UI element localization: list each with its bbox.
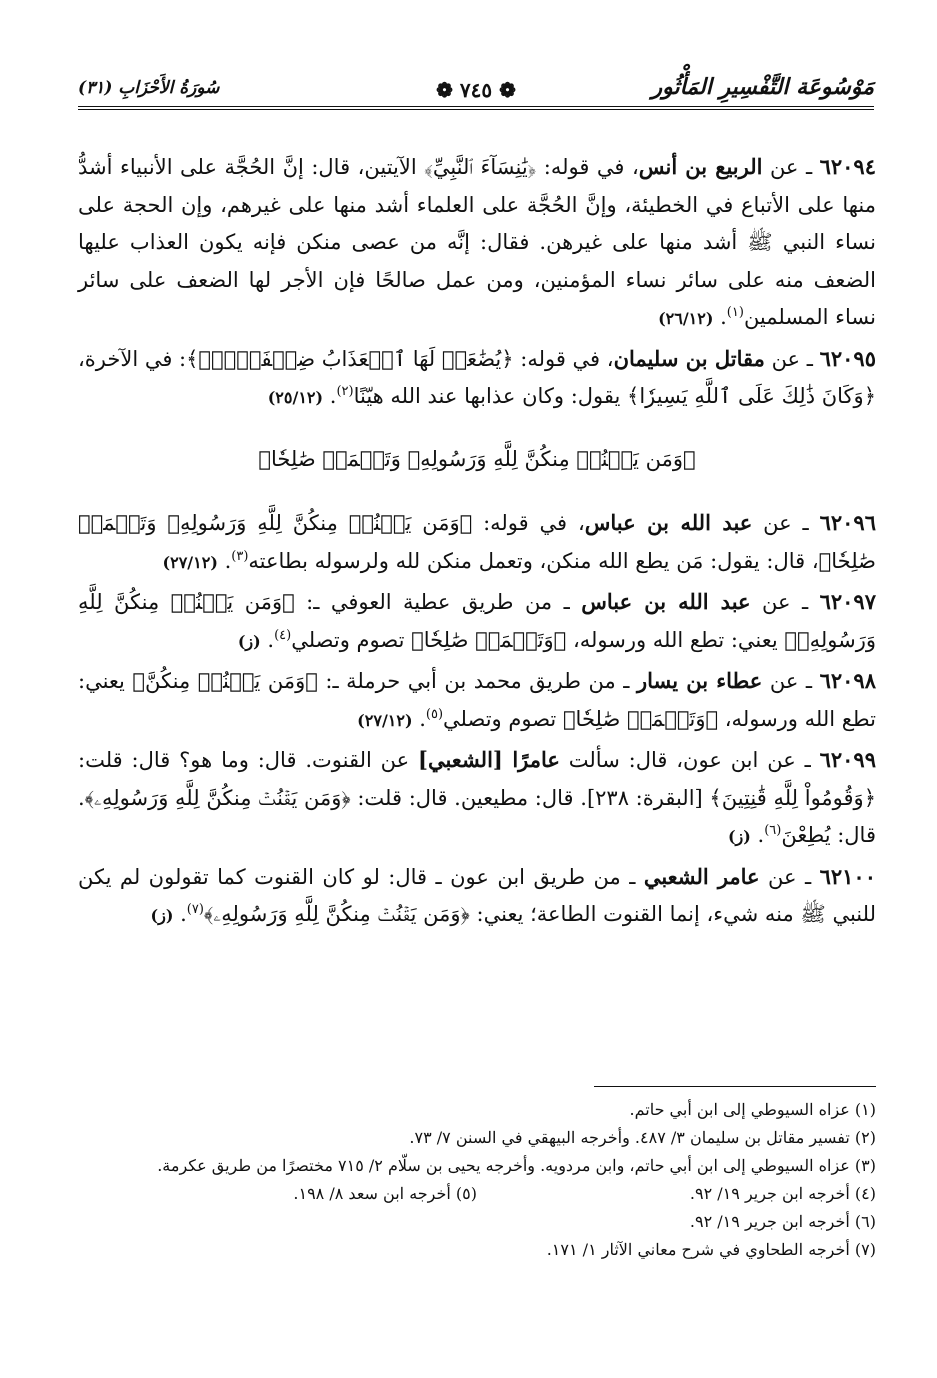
narrator-name: عبد الله بن عباس bbox=[581, 589, 751, 614]
report-number: ٦٢٠٩٦ bbox=[819, 510, 876, 535]
report-number: ٦٢٠٩٥ bbox=[819, 345, 876, 371]
volume-reference: (٢٧/١٢) bbox=[357, 710, 413, 730]
volume-reference: (٢٦/١٢) bbox=[658, 309, 714, 328]
volume-reference: (ز) bbox=[727, 827, 751, 846]
surah-name: سُورَةُ الأَحْزَابِ (٣١) bbox=[78, 78, 220, 98]
paragraph: ٦٢٠٩٤ ـ عن الربيع بن أنس، في قوله: ﴿يَٰنِسَآءَ ٱلنَّبِيِّ﴾ الآيتين، قال: إنَّ الحُجَّة على الأنبياء أشدُّ منها على الأتباع في الخطيئة، وإنَّ الحُجَّة على العلماء أشد منها على غيرهم، وإن الحجة على نساء النبي ﷺ أشد منها على غيرهن. فقال: إنَّه من عصى منكن فإنه يكون العذاب عليها الضعف منه على سائر نساء المؤمنين، ومن عمل صالحًا فإن الأجر لها الضعف على سائر نساء المسلمين$^{(١)}$. (٢٦/١٢) bbox=[78, 154, 876, 329]
paragraph: ٦٢٠٩٩ ـ عن ابن عون، قال: سألت عامرًا [الشعبي] عن القنوت. قال: وما هو؟ قال: قلت: ﴿وَقُومُواْ لِلَّهِ قَٰنِتِينَ﴾ [البقرة: ٢٣٨]. قال: مطيعين. قال: قلت: ﴿وَمَن يَقۡنُتۡ مِنكُنَّ لِلَّهِ وَرَسُولِهِۦ﴾. قال: يُطِعْنَ$^{(٦)}$. (ز) bbox=[78, 747, 877, 847]
footnotes bbox=[78, 1086, 876, 1264]
volume-reference: (٢٧/١٢) bbox=[162, 552, 218, 572]
footnote-marker: (١) bbox=[726, 305, 744, 320]
page-number: ❁ ٧٤٥ ❁ bbox=[428, 78, 524, 102]
paragraph-text: ـ من طريق ابن عون ـ قال: لو كان القنوت كما تقولون لم يكن للنبي ﷺ منه شيء، إنما القنوت الطاعة؛ يعني: ﴿وَمَن يَقۡنُتۡ مِنكُنَّ لِلَّهِ وَرَسُولِهِۦ﴾ bbox=[78, 864, 876, 926]
paragraph: ٦٢٠٩٧ ـ عن عبد الله بن عباس ـ من طريق عطية العوفي ـ: ﴿وَمَن يَقۡنُتۡ مِنكُنَّ لِلَّهِ وَرَسُولِهِۦ﴾ يعني: تطع الله ورسوله، ﴿وَتَعۡمَلۡ صَٰلِحٗا﴾ تصوم وتصلي$^{(٤)}$. (ز) bbox=[78, 589, 876, 652]
footnote-marker: (٦) bbox=[764, 823, 782, 838]
paragraph-text: عن القنوت. قال: وما هو؟ قال: قلت: ﴿وَقُومُواْ لِلَّهِ قَٰنِتِينَ﴾ [البقرة: ٢٣٨]. قال: مطيعين. قال: قلت: ﴿وَمَن يَقۡنُتۡ مِنكُنَّ لِلَّهِ وَرَسُولِهِۦ﴾. قال: يُطِعْنَ bbox=[78, 748, 877, 847]
volume-reference: (ز) bbox=[150, 906, 174, 925]
narrator-name: عطاء بن يسار bbox=[636, 668, 763, 693]
page-header bbox=[78, 74, 874, 116]
paragraph: ٦٢٠٩٨ ـ عن عطاء بن يسار ـ من طريق محمد بن أبي حرملة ـ: ﴿وَمَن يَقۡنُتۡ مِنكُنَّ﴾ يعني: تطع الله ورسوله، ﴿وَتَعۡمَلۡ صَٰلِحٗا﴾ تصوم وتصلي$^{(٥)}$. (٢٧/١٢) bbox=[78, 668, 876, 731]
report-number: ٦٢١٠٠ bbox=[819, 863, 876, 889]
footnote: (٣) عزاه السيوطي إلى ابن أبي حاتم، وابن مردويه. وأخرجه يحيى بن سلّام ٢/ ٧١٥ مختصرًا من طريق عكرمة. bbox=[157, 1156, 876, 1175]
footnote-marker: (٣) bbox=[231, 548, 249, 564]
footnote-row bbox=[78, 1180, 876, 1208]
verse-heading: ﴿وَمَن يَقۡنُتۡ مِنكُنَّ لِلَّهِ وَرَسُولِهِۦ وَتَعۡمَلۡ صَٰلِحٗا﴾ bbox=[258, 446, 696, 471]
report-number: ٦٢٠٩٤ bbox=[819, 154, 876, 179]
report-number: ٦٢٠٩٩ bbox=[819, 747, 876, 772]
paragraph-text: ، في قوله: ﴿وَمَن يَقۡنُتۡ مِنكُنَّ لِلَّهِ وَرَسُولِهِۦ وَتَعۡمَلۡ صَٰلِحٗا﴾، قال: يقول: مَن يطع الله منكن، وتعمل منكن لله ولرسوله بطاعته bbox=[78, 511, 876, 573]
narrator-name: مقاتل بن سليمان bbox=[613, 345, 765, 371]
footnote-marker: (٧) bbox=[186, 902, 204, 917]
footnote: (٥) أخرجه ابن سعد ٨/ ١٩٨. bbox=[293, 1184, 477, 1203]
report-number: ٦٢٠٩٧ bbox=[819, 589, 876, 614]
volume-reference: (ز) bbox=[237, 631, 261, 651]
paragraph: ٦٢١٠٠ ـ عن عامر الشعبي ـ من طريق ابن عون ـ قال: لو كان القنوت كما تقولون لم يكن للنبي ﷺ منه شيء، إنما القنوت الطاعة؛ يعني: ﴿وَمَن يَقۡنُتۡ مِنكُنَّ لِلَّهِ وَرَسُولِهِۦ﴾$^{(٧)}$. (ز) bbox=[78, 863, 876, 926]
footnote: (١) عزاه السيوطي إلى ابن أبي حاتم. bbox=[629, 1100, 876, 1119]
book-title: مَوْسُوعَة التَّفْسِيرِ المَأْثُور bbox=[651, 74, 874, 100]
header-rule bbox=[78, 106, 874, 110]
footnote: (٦) أخرجه ابن جرير ١٩/ ٩٢. bbox=[689, 1212, 876, 1231]
paragraph-text: ، في قوله: ﴿يَٰنِسَآءَ ٱلنَّبِيِّ﴾ الآيتين، قال: إنَّ الحُجَّة على الأنبياء أشدُّ منها على الأتباع في الخطيئة، وإنَّ الحُجَّة على العلماء أشد منها على غيرهم، وإن الحجة على نساء النبي ﷺ أشد منها على غيرهن. فقال: إنَّه من عصى منكن فإنه يكون العذاب عليها الضعف منه على سائر نساء المؤمنين، ومن عمل صالحًا فإن الأجر لها الضعف على سائر نساء المسلمين bbox=[78, 155, 876, 329]
paragraph: ٦٢٠٩٦ ـ عن عبد الله بن عباس، في قوله: ﴿وَمَن يَقۡنُتۡ مِنكُنَّ لِلَّهِ وَرَسُولِهِۦ وَتَعۡمَلۡ صَٰلِحٗا﴾، قال: يقول: مَن يطع الله منكن، وتعمل منكن لله ولرسوله بطاعته$^{(٣)}$. (٢٧/١٢) bbox=[78, 510, 876, 573]
footnote: (٧) أخرجه الطحاوي في شرح معاني الآثار ١/ ١٧١. bbox=[546, 1240, 876, 1259]
main-text bbox=[78, 148, 876, 937]
report-number: ٦٢٠٩٨ bbox=[819, 668, 876, 693]
paragraph: ٦٢٠٩٥ ـ عن مقاتل بن سليمان، في قوله: ﴿يُضَٰعَفۡ لَهَا ٱلۡعَذَابُ ضِعۡفَيۡنِۚ﴾: في الآخرة، ﴿وَكَانَ ذَٰلِكَ عَلَى ٱللَّهِ يَسِيرٗا﴾ يقول: وكان عذابها عند الله هيّنًا$^{(٢)}$. (٢٥/١٢) bbox=[78, 345, 876, 408]
narrator-name: عبد الله بن عباس bbox=[584, 510, 753, 535]
footnote-marker: (٥) bbox=[425, 706, 444, 722]
footnote: (٢) تفسير مقاتل بن سليمان ٣/ ٤٨٧. وأخرجه البيهقي في السنن ٧/ ٧٣. bbox=[409, 1128, 876, 1147]
volume-reference: (٢٥/١٢) bbox=[267, 388, 324, 407]
narrator-name: عامرًا [الشعبي] bbox=[418, 747, 560, 772]
narrator-name: الربيع بن أنس bbox=[638, 154, 763, 179]
paragraph-text: ، في قوله: ﴿يُضَٰعَفۡ لَهَا ٱلۡعَذَابُ ضِعۡفَيۡنِۚ﴾: في الآخرة، ﴿وَكَانَ ذَٰلِكَ عَلَى ٱللَّهِ يَسِيرٗا﴾ يقول: وكان عذابها عند الله هيّنًا bbox=[78, 346, 876, 408]
footnote-marker: (٤) bbox=[274, 627, 292, 643]
footnote: (٤) أخرجه ابن جرير ١٩/ ٩٢. bbox=[689, 1184, 876, 1203]
paragraph-text: ـ من طريق عطية العوفي ـ: ﴿وَمَن يَقۡنُتۡ مِنكُنَّ لِلَّهِ وَرَسُولِهِۦ﴾ يعني: تطع الله ورسوله، ﴿وَتَعۡمَلۡ صَٰلِحٗا﴾ تصوم وتصلي bbox=[78, 590, 876, 652]
narrator-name: عامر الشعبي bbox=[643, 863, 760, 889]
footnote-marker: (٢) bbox=[336, 384, 354, 399]
paragraph-text: ـ من طريق محمد بن أبي حرملة ـ: ﴿وَمَن يَقۡنُتۡ مِنكُنَّ﴾ يعني: تطع الله ورسوله، ﴿وَتَعۡمَلۡ صَٰلِحٗا﴾ تصوم وتصلي bbox=[78, 669, 876, 731]
